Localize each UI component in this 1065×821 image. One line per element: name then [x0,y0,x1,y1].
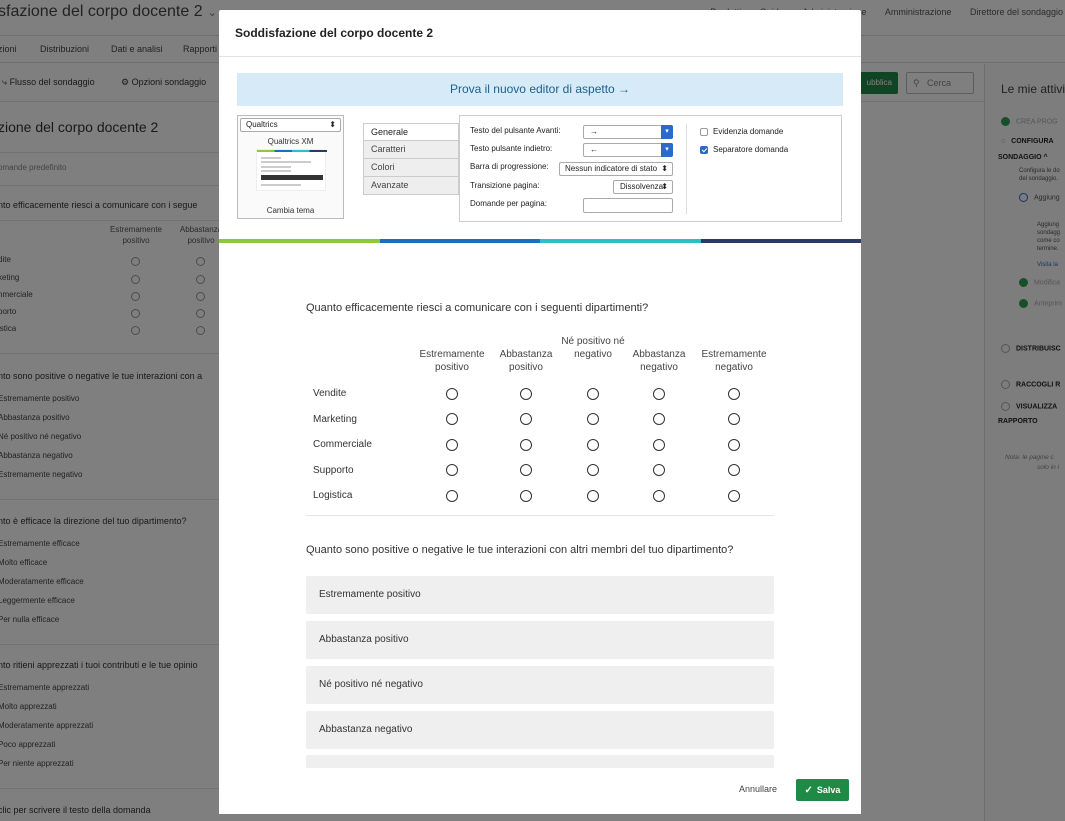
matrix-radio[interactable] [520,439,532,451]
matrix-radio[interactable] [587,388,599,400]
preview-question-1: Quanto efficacemente riesci a comunicare con i seguenti dipartimenti? [306,302,649,314]
matrix-radio[interactable] [728,464,740,476]
matrix-radio[interactable] [728,388,740,400]
theme-picker [237,115,344,219]
matrix-radio[interactable] [520,464,532,476]
tab-fonts[interactable]: Caratteri [363,141,459,159]
matrix-row-label: Logistica [313,490,353,501]
matrix-col-header: Abbastanza positivo [499,349,553,373]
page-transition-label: Transizione pagina: [470,181,540,190]
question-separator [306,515,774,516]
question-separator-checkbox[interactable]: Separatore domanda [700,145,788,154]
tab-colors[interactable]: Colori [363,159,459,177]
new-editor-banner[interactable]: Prova il nuovo editor di aspetto → [237,73,843,106]
questions-per-page-input[interactable] [583,198,673,213]
select-arrows-icon: ⬍ [661,182,668,191]
checkbox-checked-icon [700,146,708,154]
settings-tabs [363,123,459,195]
back-button-text-select[interactable]: ← ▾ [583,143,673,157]
dialog-footer [219,768,861,814]
matrix-radio[interactable] [728,439,740,451]
matrix-radio[interactable] [653,388,665,400]
dialog-title: Soddisfazione del corpo docente 2 [235,26,434,40]
choice-option[interactable]: Estremamente positivo [306,576,774,614]
tab-advanced[interactable]: Avanzate [363,177,459,195]
matrix-radio[interactable] [587,439,599,451]
tab-general[interactable]: Generale [363,123,459,141]
matrix-radio[interactable] [520,413,532,425]
dialog-header [219,10,861,57]
divider [686,124,687,214]
theme-name: Qualtrics XM [267,137,314,146]
matrix-radio[interactable] [520,388,532,400]
next-button-text-select[interactable]: → ▾ [583,125,673,139]
survey-preview [219,243,861,768]
matrix-radio[interactable] [587,413,599,425]
cancel-button[interactable]: Annullare [739,784,778,794]
chevron-down-icon: ▾ [661,125,673,139]
matrix-radio[interactable] [446,490,458,502]
choice-option[interactable]: Abbastanza negativo [306,711,774,749]
matrix-radio[interactable] [446,413,458,425]
chevron-down-icon: ▾ [661,143,673,157]
matrix-row-label: Marketing [313,414,357,425]
checkbox-unchecked-icon [700,128,708,136]
matrix-radio[interactable] [728,413,740,425]
theme-thumbnail[interactable] [256,149,326,191]
matrix-radio[interactable] [446,388,458,400]
select-arrows-icon: ⬍ [661,164,668,173]
matrix-radio[interactable] [446,439,458,451]
matrix-row-label: Supporto [313,465,354,476]
check-icon: ✓ [804,785,813,796]
choice-option[interactable]: Abbastanza positivo [306,621,774,659]
page-transition-select[interactable]: Dissolvenza ⬍ [613,180,673,194]
matrix-radio[interactable] [728,490,740,502]
matrix-radio[interactable] [520,490,532,502]
matrix-radio[interactable] [587,464,599,476]
matrix-row-label: Commerciale [313,439,372,450]
matrix-radio[interactable] [653,464,665,476]
matrix-col-header: Estremamente negativo [701,349,767,373]
look-and-feel-dialog [219,10,861,814]
matrix-radio[interactable] [587,490,599,502]
choice-option[interactable]: Né positivo né negativo [306,666,774,704]
progress-bar-select[interactable]: Nessun indicatore di stato ⬍ [559,162,673,176]
select-arrows-icon: ⬍ [329,120,336,129]
matrix-col-header: Estremamente positivo [419,349,485,373]
matrix-radio[interactable] [446,464,458,476]
matrix-col-header: Né positivo né negativo [561,336,625,360]
matrix-row-label: Vendite [313,388,347,399]
matrix-radio[interactable] [653,413,665,425]
highlight-questions-checkbox[interactable]: Evidenzia domande [700,127,783,136]
next-button-label: Testo del pulsante Avanti: [470,126,561,135]
matrix-radio[interactable] [653,439,665,451]
change-theme-button[interactable]: Cambia tema [266,206,315,215]
matrix-col-header: Abbastanza negativo [632,349,686,373]
back-button-label: Testo pulsante indietro: [470,144,553,153]
save-button[interactable]: ✓ Salva [796,779,849,801]
preview-question-2: Quanto sono positive o negative le tue interazioni con altri membri del tuo dipartimento? [306,544,734,556]
progress-bar-label: Barra di progressione: [470,162,549,171]
questions-per-page-label: Domande per pagina: [470,199,547,208]
general-settings-panel [459,115,842,222]
theme-select[interactable]: Qualtrics ⬍ [240,118,341,132]
matrix-radio[interactable] [653,490,665,502]
